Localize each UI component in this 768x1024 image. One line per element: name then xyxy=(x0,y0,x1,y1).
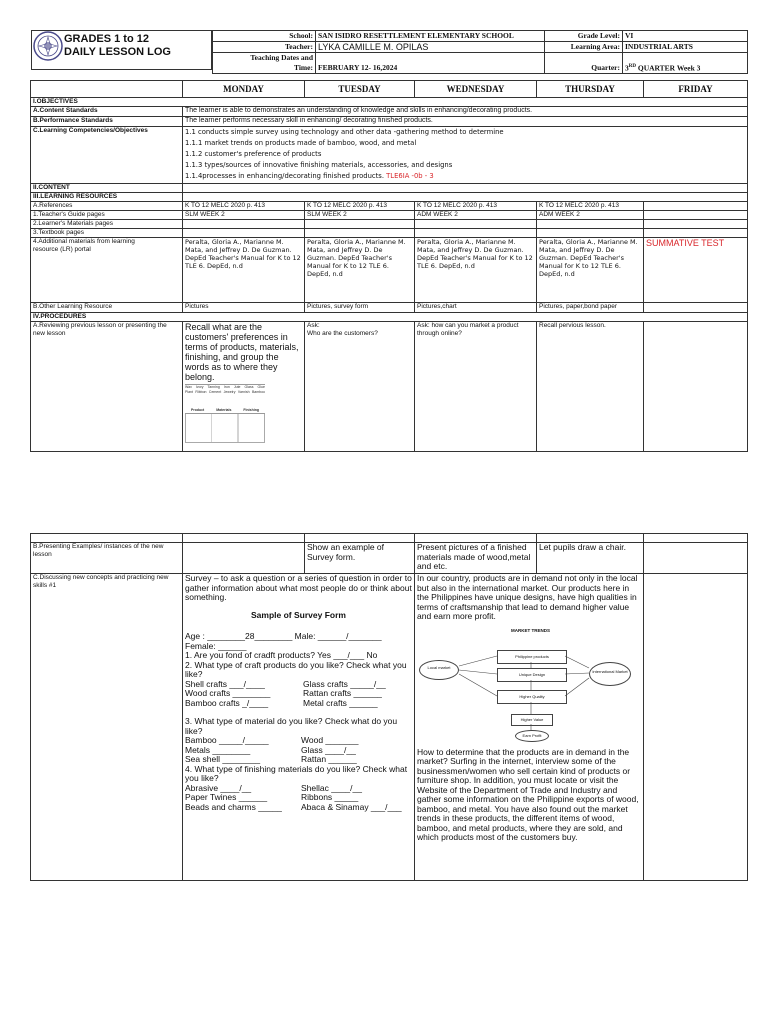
survey-q3: 3. What type of material do you like? Check what do you like? xyxy=(185,716,398,736)
tb-tue xyxy=(305,229,415,238)
q3-wood: Wood _______ xyxy=(301,735,359,745)
q2-shell: Shell crafts ___/____ xyxy=(185,678,265,689)
day-thursday: THURSDAY xyxy=(537,81,644,98)
references-wed: K TO 12 MELC 2020 p. 413 xyxy=(415,202,537,211)
p2-top-0 xyxy=(31,534,183,543)
quarter-num: 3 xyxy=(625,63,629,72)
word-ivory: Ivory xyxy=(195,385,204,389)
node-international-market: International Market xyxy=(589,662,631,686)
other-mon: Pictures xyxy=(183,303,305,313)
other-resources-label: B.Other Learning Resource xyxy=(31,303,183,313)
survey-female: Female: ______ xyxy=(185,640,247,651)
word-glass: Glass xyxy=(244,385,254,389)
teachers-guide-label: 1.Teacher's Guide pages xyxy=(31,211,183,220)
reviewing-tue-1: Ask: xyxy=(307,322,320,329)
references-thu: K TO 12 MELC 2020 p. 413 xyxy=(537,202,644,211)
q4-shellac: Shellac ____/__ xyxy=(301,782,362,793)
content-standards-text: The learner is able to demonstrates an understanding of knowledge and skills in enhancing/decorating products. xyxy=(183,107,748,117)
market-cell xyxy=(415,574,644,881)
survey-q1: 1. Are you fond of cradft products? Yes ___/___ No xyxy=(185,650,378,660)
p2-top-4 xyxy=(537,534,644,543)
q4-paper: Paper Twines ______ xyxy=(185,792,268,802)
reviewing-tue xyxy=(305,322,415,452)
day-wednesday: WEDNESDAY xyxy=(415,81,537,98)
competency-line-3: 1.1.2 customer's preference of products xyxy=(185,150,322,158)
presenting-fri xyxy=(644,543,748,574)
competency-code: TLE6IA -0b - 3 xyxy=(386,172,434,180)
day-tuesday: TUESDAY xyxy=(305,81,415,98)
competency-line-5-text: 1.1.4processes in enhancing/decorating finished products. xyxy=(185,172,384,180)
market-diagram xyxy=(417,626,639,744)
word-sort-image xyxy=(185,384,265,447)
q2-bamboo: Bamboo crafts _/____ xyxy=(185,697,269,708)
school-value: SAN ISIDRO RESETTLEMENT ELEMENTARY SCHOOL xyxy=(316,31,545,42)
competency-line-4: 1.1.3 types/sources of innovative finishing materials, accessories, and designs xyxy=(185,161,453,169)
node-higher-quality: Higher Quality xyxy=(497,690,567,704)
competency-line-5 xyxy=(185,171,745,182)
q3-options xyxy=(185,736,412,765)
word-bamboo: Bamboo xyxy=(251,389,265,394)
competencies-label: C.Learning Competencies/Objectives xyxy=(31,127,183,184)
quarter-rest: QUARTER Week 3 xyxy=(635,63,701,72)
sort-grid xyxy=(185,414,265,443)
survey-cell xyxy=(183,574,415,881)
learners-materials-label: 2.Learner's Materials pages xyxy=(31,220,183,229)
performance-standards-label: B.Performance Standards xyxy=(31,117,183,127)
word-varnish: Varnish xyxy=(237,389,250,394)
quarter-label-text: Quarter: xyxy=(591,63,620,72)
references-fri xyxy=(644,202,748,211)
node-unique-design: Unique Design xyxy=(497,668,567,682)
lm-fri xyxy=(644,220,748,229)
reviewing-mon xyxy=(183,322,305,452)
other-thu: Pictures, paper,bond paper xyxy=(537,303,644,313)
dates-text: FEBRUARY 12- 16,2024 xyxy=(318,63,398,72)
presenting-wed: Present pictures of a finished materials made of wood,metal and etc. xyxy=(415,543,537,574)
content-empty xyxy=(183,184,748,193)
teacher-value: LYKA CAMILLE M. OPILAS xyxy=(316,42,545,53)
objectives-heading: I.OBJECTIVES xyxy=(31,98,748,107)
q2-wood: Wood crafts ________ xyxy=(185,688,271,698)
lm-wed xyxy=(415,220,537,229)
competency-line-2: 1.1.1 market trends on products made of bamboo, wood, and metal xyxy=(185,139,417,147)
word-jute: Jute xyxy=(233,385,241,389)
school-label: School: xyxy=(213,31,316,42)
references-tue: K TO 12 MELC 2020 p. 413 xyxy=(305,202,415,211)
resources-empty xyxy=(183,193,748,202)
discussing-label: C.Discussing new concepts and practicing new skills #1 xyxy=(31,574,183,881)
lm-tue xyxy=(305,220,415,229)
q3-metals: Metals ________ xyxy=(185,744,251,755)
survey-q2: 2. What type of craft products do you like? Check what you like? xyxy=(185,659,407,679)
word-ribbon: Ribbon xyxy=(195,389,207,394)
additional-mon: Peralta, Gloria A., Marianne M. Mata, and Jeffrey D. De Guzman. DepEd Teacher's Manual for K to 12 TLE 6. DepEd, n.d xyxy=(183,238,305,303)
grade-label: Grade Level: xyxy=(545,31,623,42)
word-jewelry: Jewelry xyxy=(223,389,236,394)
node-earn-profit: Earn Profit xyxy=(515,730,549,742)
grade-value: VI xyxy=(623,31,748,42)
survey-title: Sample of Survey Form xyxy=(251,609,346,620)
teachers-guide-tue: SLM WEEK 2 xyxy=(305,211,415,220)
additional-label xyxy=(31,238,183,303)
teacher-label: Teacher: xyxy=(213,42,316,53)
textbook-label: 3.Textbook pages xyxy=(31,229,183,238)
area-label: Learning Area: xyxy=(545,42,623,53)
survey-intro: Survey – to ask a question or a series of question in order to gather information about what most people do or think about something. xyxy=(185,573,412,602)
discussing-fri xyxy=(644,574,748,881)
day-monday: MONDAY xyxy=(183,81,305,98)
word-iron: Iron xyxy=(223,385,230,389)
p2-top-1 xyxy=(183,534,305,543)
additional-label-line2: resource (LR) portal xyxy=(33,246,91,253)
market-para1: In our country, products are in demand not only in the local but also in the international market. Our products here in the Philippines have unique designs, have high qualities in terms of craftsmanship that lead to demand higher value and earn more profit. xyxy=(417,573,638,621)
q2-options xyxy=(185,680,412,709)
dates-label-line1: Teaching Dates and xyxy=(250,53,313,62)
resources-heading: III.LEARNING RESOURCES xyxy=(31,193,183,202)
additional-wed: Peralta, Gloria A., Marianne M. Mata, and Jeffrey D. De Guzman. DepEd Teacher's Manual for K to 12 TLE 6. DepEd, n.d xyxy=(415,238,537,303)
dates-value xyxy=(316,53,545,74)
quarter-value xyxy=(623,53,748,74)
word-glue: Glue xyxy=(257,385,265,389)
performance-standards-text: The learner performs necessary skill in enhancing/ decorating finished products. xyxy=(183,117,748,127)
survey-q4: 4. What type of finishing materials do you like? Check what you like? xyxy=(185,763,408,783)
presenting-mon xyxy=(183,543,305,574)
q2-rattan: Rattan crafts ______ xyxy=(303,688,382,698)
survey-age: Age : ________28________ Male: ______/_______ xyxy=(185,631,382,641)
word-plant: Plant xyxy=(185,389,193,394)
header-table xyxy=(212,30,748,74)
content-heading: II.CONTENT xyxy=(31,184,183,193)
dates-label xyxy=(213,53,316,74)
reviewing-label: A.Reviewing previous lesson or presenting the new lesson xyxy=(31,322,183,452)
col-materials: Materials xyxy=(216,408,232,412)
tb-wed xyxy=(415,229,537,238)
quarter-label xyxy=(545,53,623,74)
q4-options xyxy=(185,784,412,813)
other-tue: Pictures, survey form xyxy=(305,303,415,313)
market-para2: How to determine that the products are in demand in the market? Surfing in the internet, interview some of the businessmen/women who sell certain kind of products or furniture shop. In addition, you must locate or visit the Website of the Department of Trade and Industry and gather some information on the Philippine exports of wood, bamboo, and metal. You have also found out the market trends in these products, the different items of wood, bamboo, and metal products, where they are sold, and which products most of the customers buy. xyxy=(417,746,639,842)
additional-thu: Peralta, Gloria A., Marianne M. Mata, and Jeffrey D. De Guzman. DepEd Teacher's Manual for K to 12 TLE 6. DepEd, n.d xyxy=(537,238,644,303)
q3-rattan: Rattan ______ xyxy=(301,754,357,764)
word-wax: Wax xyxy=(185,385,192,389)
word-cement: Cement xyxy=(208,389,222,394)
summative-test: SUMMATIVE TEST xyxy=(646,238,725,248)
summative-cell xyxy=(644,238,748,303)
tb-fri xyxy=(644,229,748,238)
teachers-guide-fri xyxy=(644,211,748,220)
tb-thu xyxy=(537,229,644,238)
teachers-guide-mon: SLM WEEK 2 xyxy=(183,211,305,220)
teachers-guide-thu: ADM WEEK 2 xyxy=(537,211,644,220)
reviewing-tue-2: Who are the customers? xyxy=(307,330,378,337)
q4-beads: Beads and charms _____ xyxy=(185,801,282,812)
lesson-table xyxy=(30,80,748,452)
lm-mon xyxy=(183,220,305,229)
q3-glass: Glass ____/__ xyxy=(301,744,356,755)
reviewing-fri xyxy=(644,322,748,452)
q4-abaca: Abaca & Sinamay ___/___ xyxy=(301,801,402,812)
content-standards-label: A.Content Standards xyxy=(31,107,183,117)
references-label: A.References xyxy=(31,202,183,211)
other-wed: Pictures,chart xyxy=(415,303,537,313)
additional-tue: Peralta, Gloria A., Marianne M. Mata, and Jeffrey D. De Guzman. DepEd Teacher's Manual for K to 12 TLE 6. DepEd, n.d xyxy=(305,238,415,303)
lm-thu xyxy=(537,220,644,229)
q4-ribbons: Ribbons _____ xyxy=(301,792,359,802)
day-friday: FRIDAY xyxy=(644,81,748,98)
presenting-tue: Show an example of Survey form. xyxy=(305,543,415,574)
presenting-label: B.Presenting Examples/ instances of the new lesson xyxy=(31,543,183,574)
teachers-guide-wed: ADM WEEK 2 xyxy=(415,211,537,220)
q2-metal: Metal crafts ______ xyxy=(303,697,378,708)
tb-mon xyxy=(183,229,305,238)
dates-label-line2: Time: xyxy=(293,63,313,72)
additional-label-line1: 4.Additional materials from learning xyxy=(33,238,135,245)
p2-top-3 xyxy=(415,534,537,543)
q2-glass: Glass crafts _____/__ xyxy=(303,678,386,689)
competency-line-1: 1.1 conducts simple survey using technology and other data -gathering method to determine xyxy=(185,128,504,136)
p2-top-2 xyxy=(305,534,415,543)
other-fri xyxy=(644,303,748,313)
area-value: INDUSTRIAL ARTS xyxy=(623,42,748,53)
competencies-cell xyxy=(183,127,748,184)
word-tanning: Tanning xyxy=(207,385,220,389)
reviewing-thu: Recall pervious lesson. xyxy=(537,322,644,452)
q4-abrasive: Abrasive ____/__ xyxy=(185,782,252,793)
reviewing-mon-text: Recall what are the customers' preferences in terms of products, materials, finishing, and group the words as to where they belong. xyxy=(185,322,299,382)
title-line2: DAILY LESSON LOG xyxy=(64,46,171,58)
col-finishing: Finishing xyxy=(243,408,259,412)
word-row-2 xyxy=(185,390,265,395)
references-mon: K TO 12 MELC 2020 p. 413 xyxy=(183,202,305,211)
node-local-market: Local market xyxy=(419,660,459,680)
presenting-thu: Let pupils draw a chair. xyxy=(537,543,644,574)
reviewing-wed: Ask: how can you market a product through online? xyxy=(415,322,537,452)
node-philippine-products: Philippine products xyxy=(497,650,567,664)
diagram-title: MARKET TRENDS xyxy=(511,627,550,633)
lesson-table-page2 xyxy=(30,533,748,881)
title-line1: GRADES 1 to 12 xyxy=(64,33,149,45)
node-higher-value: Higher Value xyxy=(511,714,553,726)
corner-cell xyxy=(31,81,183,98)
col-product: Product xyxy=(191,408,205,412)
procedures-heading: IV.PROCEDURES xyxy=(31,313,748,322)
q3-bamboo: Bamboo _____/_____ xyxy=(185,735,269,745)
q3-seashell: Sea shell ________ xyxy=(185,754,261,764)
quarter-sup: RD xyxy=(628,63,636,69)
p2-top-5 xyxy=(644,534,748,543)
